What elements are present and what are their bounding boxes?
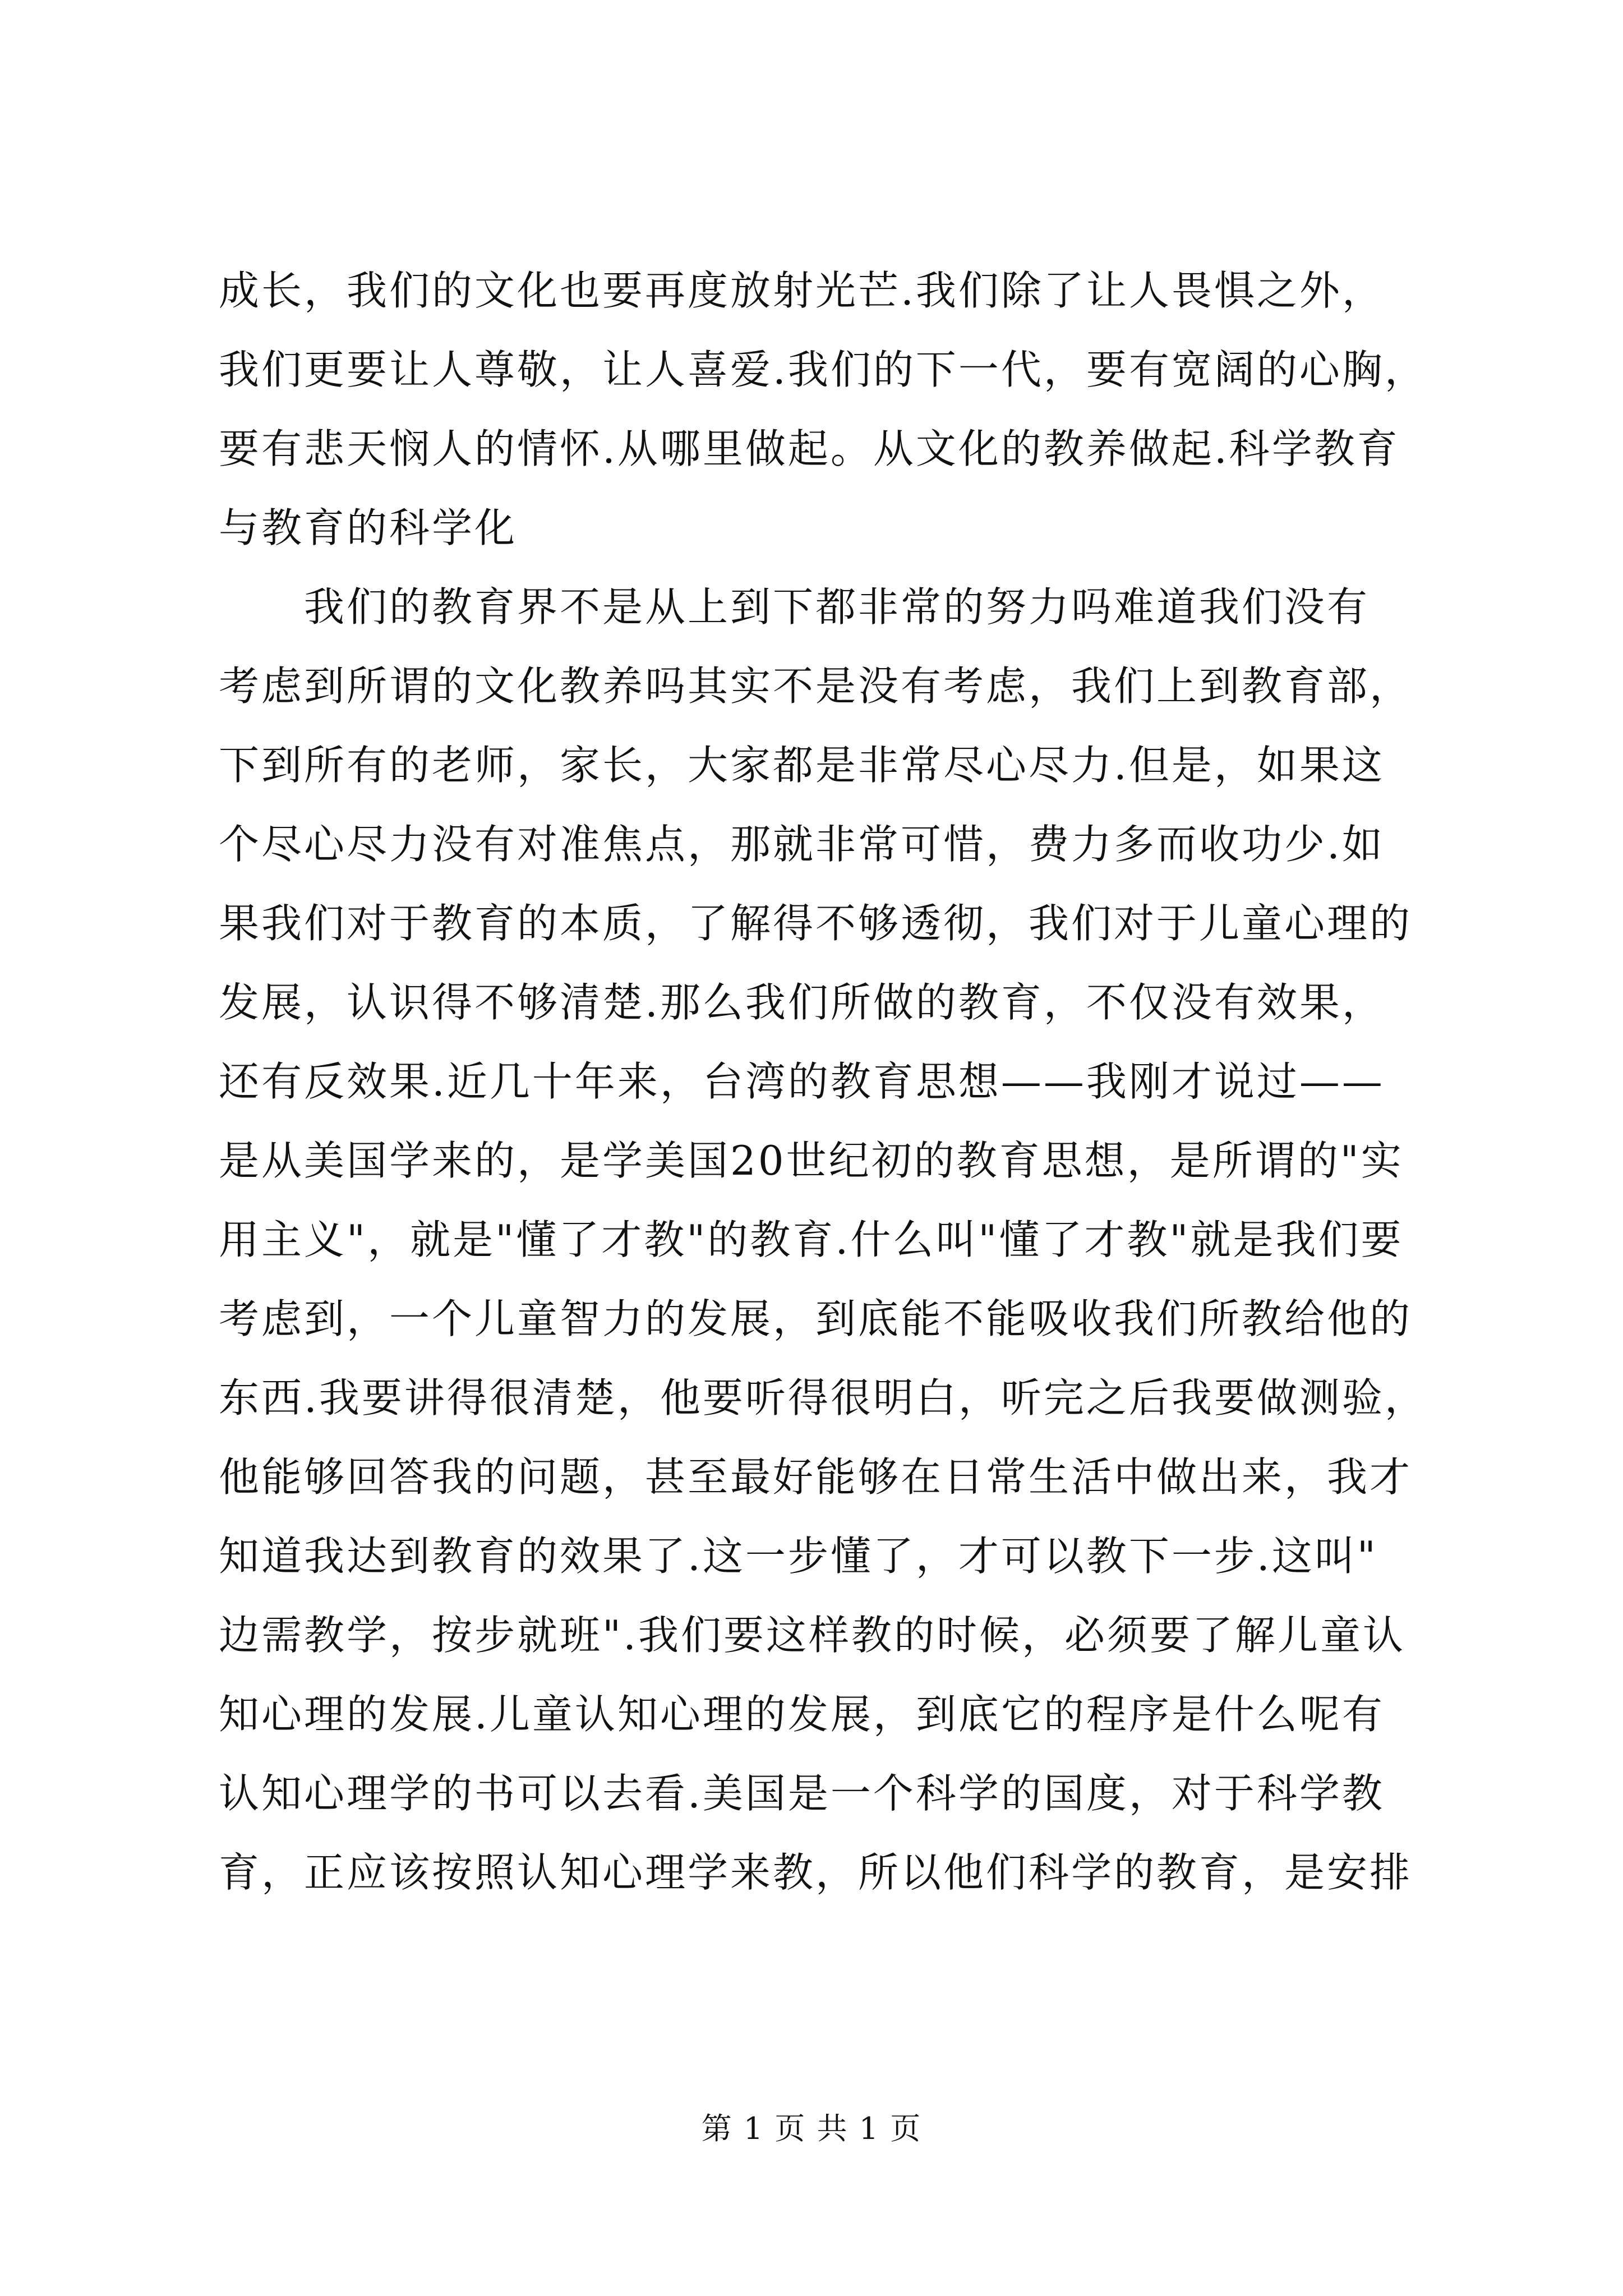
text-line: 与教育的科学化 (219, 504, 518, 551)
text-line: 下到所有的老师，家长，大家都是非常尽心尽力.但是，如果这 (219, 742, 1385, 789)
text-line: 要有悲天悯人的情怀.从哪里做起。从文化的教养做起.科学教育 (219, 425, 1400, 472)
text-line: 是从美国学来的，是学美国20世纪初的教育思想，是所谓的"实 (219, 1137, 1404, 1184)
text-line: 发展，认识得不够清楚.那么我们所做的教育，不仅没有效果， (219, 979, 1385, 1026)
text-line: 东西.我要讲得很清楚，他要听得很明白，听完之后我要做测验， (219, 1374, 1427, 1421)
text-line: 用主义"，就是"懂了才教"的教育.什么叫"懂了才教"就是我们要 (219, 1216, 1404, 1263)
text-line: 成长，我们的文化也要再度放射光芒.我们除了让人畏惧之外， (219, 267, 1385, 314)
page-number-footer: 第 1 页 共 1 页 (701, 2111, 922, 2146)
paragraph-first-line: 我们的教育界不是从上到下都非常的努力吗难道我们没有 (304, 583, 1370, 631)
text-line: 考虑到所谓的文化教养吗其实不是没有考虑，我们上到教育部， (219, 662, 1413, 710)
text-line: 育，正应该按照认知心理学来教，所以他们科学的教育，是安排 (219, 1849, 1413, 1896)
text-line: 果我们对于教育的本质，了解得不够透彻，我们对于儿童心理的 (219, 900, 1413, 947)
text-line: 知心理的发展.儿童认知心理的发展，到底它的程序是什么呢有 (219, 1691, 1385, 1738)
text-line: 我们更要让人尊敬，让人喜爱.我们的下一代，要有宽阔的心胸， (219, 346, 1427, 393)
text-line: 还有反效果.近几十年来，台湾的教育思想——我刚才说过—— (219, 1058, 1385, 1105)
text-line: 他能够回答我的问题，甚至最好能够在日常生活中做出来，我才 (219, 1453, 1413, 1501)
text-line: 知道我达到教育的效果了.这一步懂了，才可以教下一步.这叫" (219, 1533, 1378, 1580)
text-line: 考虑到，一个儿童智力的发展，到底能不能吸收我们所教给他的 (219, 1295, 1413, 1342)
body-text (219, 251, 1427, 1912)
text-line: 认知心理学的书可以去看.美国是一个科学的国度，对于科学教 (219, 1770, 1385, 1817)
text-line: 边需教学，按步就班".我们要这样教的时候，必须要了解儿童认 (219, 1612, 1406, 1659)
text-line: 个尽心尽力没有对准焦点，那就非常可惜，费力多而收功少.如 (219, 821, 1385, 868)
